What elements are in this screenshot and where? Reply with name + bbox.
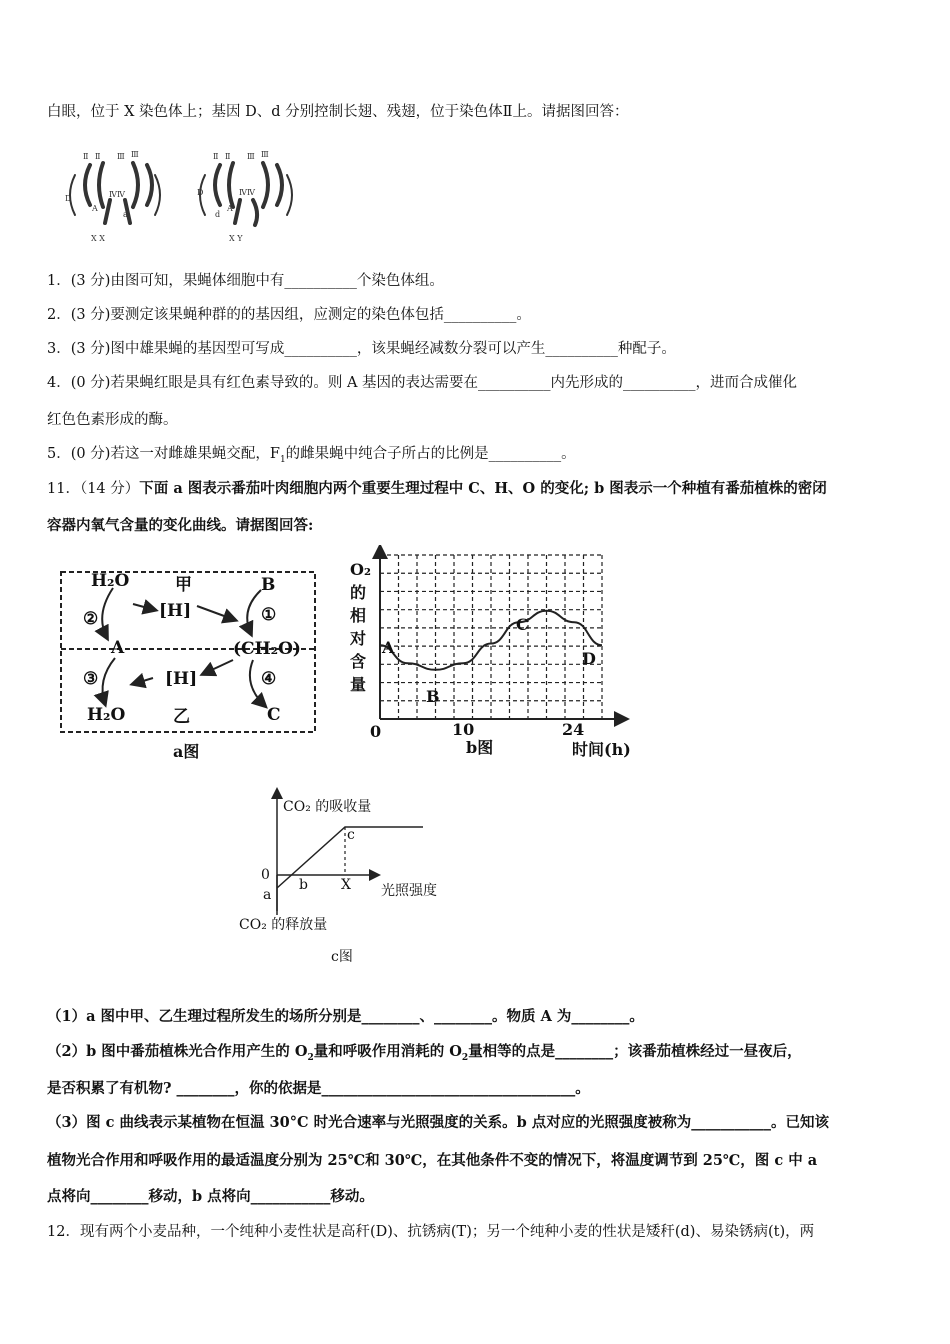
a-A: A — [111, 638, 125, 658]
c-xlabel: 光照强度 — [381, 883, 437, 899]
b-tick-10: 10 — [452, 720, 475, 739]
c-c: c — [347, 827, 355, 843]
q11-part-3-line1: （3）图 c 曲线表示某植物在恒温 30°C 时光合速率与光照强度的关系。b 点对应的光照强度被称为___________。已知该 — [47, 1114, 830, 1131]
b-point-A: A — [382, 638, 395, 657]
q11-part-3-line3: 点将向________移动，b 点将向___________移动。 — [47, 1188, 374, 1205]
b-caption: b图 — [466, 738, 494, 757]
q11-stem-line1: 11．（14 分）下面 a 图表示番茄叶肉细胞内两个重要生理过程中 C、H、O 的变化; b 图表示一个种植有番茄植株的密闭 — [47, 480, 827, 497]
svg-text:Ⅱ: Ⅱ — [225, 152, 231, 161]
a-circle2: ② — [83, 609, 99, 629]
c-ylabel-bottom: CO₂ 的释放量 — [239, 917, 328, 933]
male-sex-label: X Y — [229, 234, 243, 243]
q10-item-4: 4．(0 分)若果蝇红眼是具有红色素导致的。则 A 基因的表达需要在__________内先形成的__________，进而合成催化 — [47, 375, 798, 391]
a-yi: 乙 — [173, 707, 190, 727]
b-ylabel-2: 相 — [350, 606, 367, 625]
q11-stem-line2: 容器内氧气含量的变化曲线。请据图回答: — [47, 517, 314, 534]
gene-d: d — [215, 210, 221, 219]
b-tick-0: 0 — [370, 722, 382, 741]
svg-text:A: A — [227, 204, 233, 213]
c-zero: 0 — [261, 867, 270, 883]
svg-text:Ⅱ: Ⅱ — [213, 152, 219, 161]
figure-a — [55, 560, 325, 765]
figure-b-chart — [340, 545, 660, 765]
b-ylabel-3: 对 — [350, 629, 367, 648]
q10-item-2: 2．(3 分)要测定该果蝇种群的的基因组，应测定的染色体包括__________。 — [47, 307, 531, 323]
a-B: B — [261, 575, 276, 595]
a-caption: a图 — [173, 742, 200, 761]
b-point-B: B — [426, 687, 440, 706]
a-circle3: ③ — [83, 669, 99, 689]
a-H-bottom: [H] — [165, 669, 198, 689]
roman-3a: Ⅲ — [117, 152, 125, 161]
gene-A: A — [92, 204, 98, 213]
q10-item-3: 3．(3 分)图中雄果蝇的基因型可写成__________，该果蝇经减数分裂可以产生__________种配子。 — [47, 341, 676, 357]
a-h2o-bottom: H₂O — [87, 705, 126, 725]
c-b: b — [299, 877, 308, 893]
roman-2b: Ⅱ — [95, 152, 101, 161]
b-grid — [380, 555, 602, 719]
svg-text:ⅣⅣ: ⅣⅣ — [239, 188, 255, 197]
a-CH2O: (CH₂O) — [233, 639, 301, 659]
a-C: C — [267, 705, 281, 725]
b-point-C: C — [516, 615, 529, 634]
figure-c — [235, 785, 495, 970]
a-h2o-top: H₂O — [91, 571, 130, 591]
roman-2a: Ⅱ — [83, 152, 89, 161]
q10-item-4-cont: 红色色素形成的酶。 — [47, 412, 178, 428]
svg-text:D: D — [197, 188, 204, 197]
a-circle1: ① — [261, 605, 277, 625]
a-jia: 甲 — [175, 575, 192, 595]
b-xlabel: 时间(h) — [572, 740, 631, 759]
roman-4: ⅣⅣ — [109, 190, 125, 199]
b-tick-24: 24 — [562, 720, 585, 739]
b-ylabel-1: 的 — [350, 583, 367, 602]
q12-text: 12．现有两个小麦品种，一个纯种小麦性状是高秆(D)、抗锈病(T)；另一个纯种小麦的性状是矮秆(d)、易染锈病(t)，两 — [47, 1224, 815, 1240]
q10-item-1: 1．(3 分)由图可知，果蝇体细胞中有__________个染色体组。 — [47, 273, 444, 289]
b-point-D: D — [582, 649, 596, 668]
q10-item-5: 5．(0 分)若这一对雌雄果蝇交配，$F_1$的雌果蝇中纯合子所占的比例是__________。 — [47, 446, 576, 465]
q11-part-1: （1）a 图中甲、乙生理过程所发生的场所分别是________、________。物质 A 为________。 — [47, 1008, 644, 1025]
c-caption: c图 — [331, 949, 353, 965]
chromosome-figure — [55, 145, 315, 245]
gene-a: a — [123, 210, 128, 219]
q11-part-2-line2: 是否积累了有机物? ________，你的依据是___________________________________。 — [47, 1080, 590, 1097]
female-sex-label: X X — [91, 234, 105, 243]
c-a: a — [263, 887, 272, 903]
q11-part-3-line2: 植物光合作用和呼吸作用的最适温度分别为 25℃和 30℃，在其他条件不变的情况下，将温度调节到 25℃，图 c 中 a — [47, 1152, 818, 1169]
gene-D: D — [65, 194, 72, 203]
svg-text:Ⅲ: Ⅲ — [261, 150, 269, 159]
a-circle4: ④ — [261, 669, 277, 689]
c-X: X — [341, 877, 351, 893]
svg-text:Ⅲ: Ⅲ — [247, 152, 255, 161]
a-H-top: [H] — [159, 601, 192, 621]
roman-3b: Ⅲ — [131, 150, 139, 159]
b-ylabel-5: 量 — [350, 675, 367, 694]
q11-part-2-line1: （2）b 图中番茄植株光合作用产生的 $O_2$量和呼吸作用消耗的 $O_2$量相等的点是________；该番茄植株经过一昼夜后， — [47, 1043, 802, 1063]
b-ylabel-4: 含 — [350, 652, 367, 671]
intro-text: 白眼，位于 X 染色体上；基因 D、d 分别控制长翅、残翅，位于染色体Ⅱ上。请据图回答： — [47, 104, 629, 120]
c-ylabel-top: CO₂ 的吸收量 — [283, 799, 372, 815]
b-ylabel-0: O₂ — [350, 560, 371, 579]
